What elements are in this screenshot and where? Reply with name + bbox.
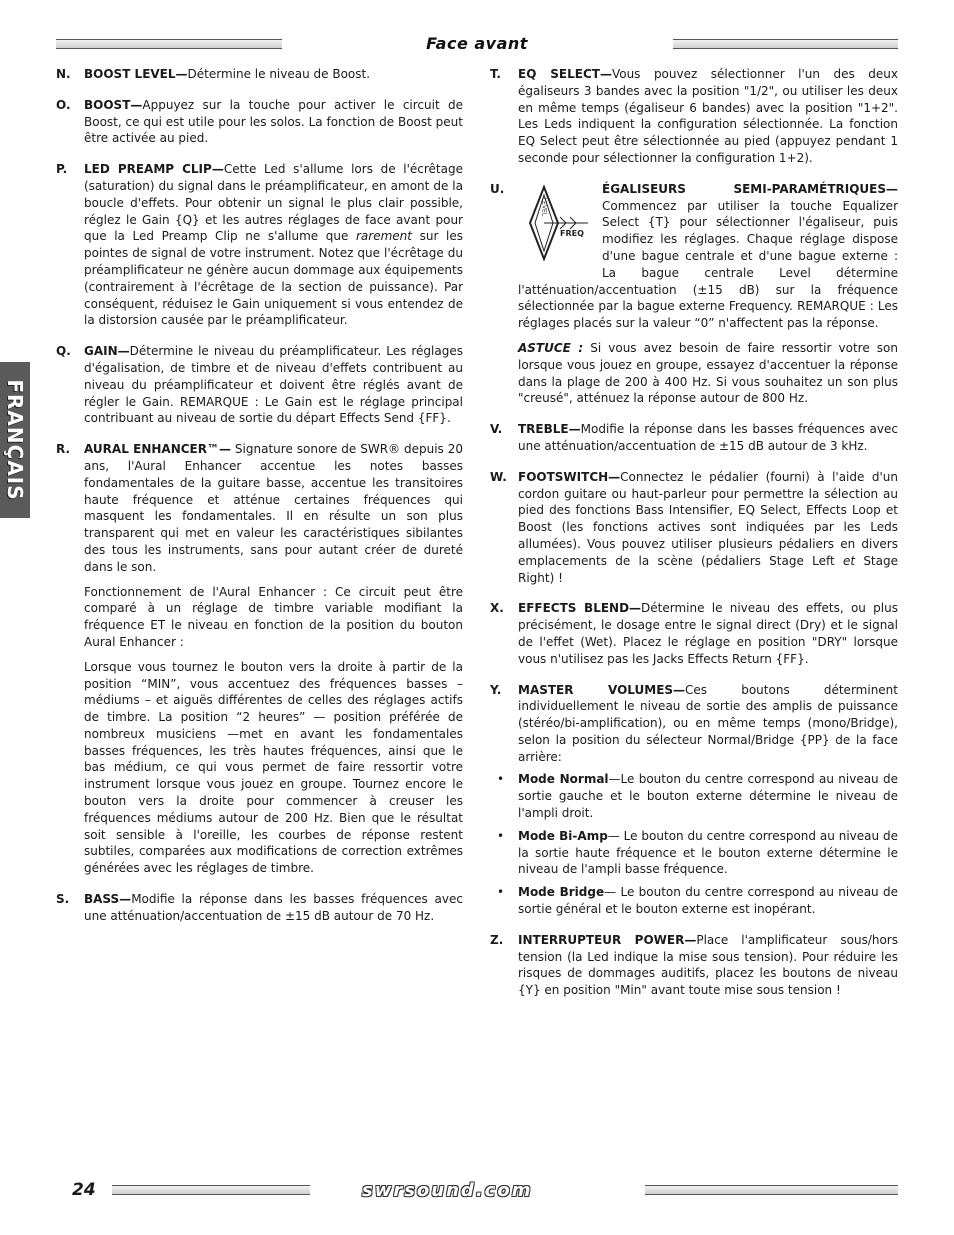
mode-heading: Mode Normal [518, 772, 609, 787]
left-column [56, 66, 463, 939]
diagram-level-label: LEVEL [540, 197, 548, 216]
list-item [497, 771, 898, 821]
item-heading: ÉGALISEURS SEMI-PARAMÉTRIQUES— [602, 181, 898, 196]
page-title: Face avant [426, 34, 528, 53]
right-column [490, 66, 898, 1013]
item-text: Cette Led s'allume lors de l'écrêtage (saturation) du signal dans le préamplificateur, en amont de la boucle d'effets. Pour obtenir un signal le plus clair possible, réglez le Gain {Q} et les autres réglages de face avant pour que la Led Preamp Clip ne s'allume que [84, 162, 463, 244]
item-heading: EQ SELECT— [518, 67, 612, 81]
language-label: FRANÇAIS [3, 379, 27, 501]
item-text: Commencez par utiliser la touche Equalizer Select {T} pour sélectionner l'égaliseur, puis modifiez les réglages. Chaque réglage dispose d'une bague centrale et d'une bague externe : La bague centrale Level détermine l'atténuation/accentuation (±15 dB) sur la fréquence sélectionnée par la bague externe Frequency. REMARQUE : Les réglages placés sur la valeur “0” n'affectent pas la réponse. [518, 198, 898, 331]
item-letter: P. [56, 162, 68, 177]
item-y-master-volumes [490, 682, 898, 918]
item-letter: N. [56, 67, 71, 81]
item-letter: Z. [490, 932, 504, 947]
mode-list [497, 771, 898, 917]
item-v-treble [490, 421, 898, 455]
item-heading: MASTER VOLUMES— [518, 682, 686, 697]
footer-rule-left [112, 1185, 310, 1195]
item-letter: W. [490, 469, 507, 484]
item-paragraph: Lorsque vous tournez le bouton vers la droite à partir de la position “MIN”, vous accentuez des fréquences basses – médiums – et aiguës différentes de celles des réglages actifs de timbre. La position “2 heures” — position préférée de nombreux musiciens —met en avant les fondamentales basses fréquences, les très hautes fréquences, ainsi que le bas médium, ce qui vous permet de faire ressortir votre instrument lorsque vous jouez en groupe. Tournez encore le bouton vers la droite pour commencer à creuser les fréquences médiums autour de 200 Hz. Bien que le résultat soit sensible à l'oreille, les courbes de réponse restent subtiles, comparées aux modifications de correction extrêmes générées avec les réglages de timbre. [84, 659, 463, 876]
item-heading: AURAL ENHANCER™— [84, 442, 231, 457]
item-letter: V. [490, 422, 503, 437]
mode-text: — Le bouton du centre correspond au niveau de sortie général et le bouton externe est inopérant. [518, 885, 898, 917]
item-heading: INTERRUPTEUR POWER— [518, 932, 697, 947]
item-heading: BASS— [84, 892, 132, 907]
language-side-tab [0, 362, 30, 518]
item-heading: TREBLE— [518, 422, 581, 437]
item-heading: BOOST— [84, 97, 143, 112]
item-letter: T. [490, 67, 501, 81]
item-text: Modifie la réponse dans les basses fréquences avec une atténuation/accentuation de ±15 dB autour de 3 kHz. [518, 422, 898, 453]
item-z-power-switch [490, 932, 898, 999]
item-r-aural-enhancer [56, 441, 463, 877]
item-u-semi-parametric-eq [490, 181, 898, 407]
eq-knob-diagram [526, 183, 596, 263]
item-w-footswitch [490, 469, 898, 587]
item-letter: O. [56, 97, 71, 112]
item-text: Appuyez sur la touche pour activer le circuit de Boost, ce qui est utile pour les solos. La fonction de Boost peut être activée au pied. [84, 97, 463, 146]
mode-heading: Mode Bi-Amp [518, 828, 608, 843]
item-text: Détermine le niveau de Boost. [187, 67, 371, 81]
item-text: Signature sonore de SWR® depuis 20 ans, l'Aural Enhancer accentue les notes basses fondamentales de la guitare basse, accentue les transitoires haute fréquence et atténue certaines fréquences qui masquent les fondamentales. Il en résulte un son plus transparent qui met en valeur les caractéristiques sibilantes des tous les instruments, sans pour autant créer de dureté dans le son. [84, 442, 463, 574]
item-text: Modifie la réponse dans les basses fréquences avec une atténuation/accentuation de ±15 dB autour de 70 Hz. [84, 892, 463, 923]
page-number: 24 [72, 1180, 96, 1200]
item-heading: EFFECTS BLEND— [518, 601, 642, 616]
list-item [497, 884, 898, 918]
bullet: • [497, 828, 505, 843]
item-t-eq-select [490, 66, 898, 167]
item-text-emphasis: et [842, 553, 856, 568]
item-text: Détermine le niveau des effets, ou plus précisément, le dosage entre le signal direct (Dry) et le signal de l'effet (Wet). Placez le réglage en position "DRY" lorsque vous n'utilisez pas les Jacks Effects Return {FF}. [518, 601, 898, 666]
list-item [497, 828, 898, 878]
item-letter: R. [56, 442, 71, 457]
item-letter: X. [490, 601, 504, 616]
item-s-bass [56, 891, 463, 925]
tip-text: Si vous avez besoin de faire ressortir votre son lorsque vous jouez en groupe, essayez d'accentuer la réponse dans la plage de 200 à 400 Hz. Si vous souhaitez un son plus "creusé", atténuez la réponse autour de 800 Hz. [518, 340, 899, 406]
item-q-gain [56, 343, 463, 427]
item-n-boost-level [56, 66, 463, 83]
item-o-boost [56, 97, 463, 147]
tip-label: ASTUCE : [518, 340, 584, 355]
item-heading: LED PREAMP CLIP— [84, 162, 224, 177]
item-text: Stage Right) ! [518, 553, 898, 585]
item-text: Vous pouvez sélectionner l'un des deux égaliseurs 3 bandes avec la position "1/2", ou utiliser les deux en même temps (égaliseur 6 bandes) avec la position "1+2". Les Leds indiquent la configuration sélectionnée. La fonction EQ Select peut être sélectionnée au pied (appuyez pendant 1 seconde pour sélectionner la configuration 1+2). [518, 67, 898, 165]
bullet: • [497, 772, 505, 787]
item-letter: Q. [56, 344, 71, 359]
item-paragraph: Fonctionnement de l'Aural Enhancer : Ce circuit peut être comparé à un réglage de timbre variable modifiant la fréquence ET le niveau en fonction de la position du bouton Aural Enhancer : [84, 584, 463, 649]
diagram-freq-label: FREQ [560, 228, 584, 238]
mode-text: — Le bouton du centre correspond au niveau de la sortie haute fréquence et le bouton externe détermine le niveau de l'ampli basse fréquence. [518, 828, 898, 877]
item-text: Connectez le pédalier (fourni) à l'aide d'un cordon guitare ou haut-parleur pour permettre la sélection au pied des fonctions Bass Intensifier, EQ Select, Effects Loop et Boost (les fonctions actives sont indiquées par les Leds allumées). Vous pouvez utiliser plusieurs pédaliers en divers emplacements de la scène (pédaliers Stage Left [518, 469, 898, 568]
item-letter: Y. [490, 682, 502, 697]
footer-rule-right [645, 1185, 898, 1195]
item-p-led-preamp-clip [56, 161, 463, 329]
item-x-effects-blend [490, 600, 898, 667]
mode-heading: Mode Bridge [518, 885, 605, 900]
bullet: • [497, 885, 505, 900]
mode-text: —Le bouton du centre correspond au niveau de sortie gauche et le bouton externe détermine le niveau de l'ampli droit. [518, 772, 898, 821]
item-text: Place l'amplificateur sous/hors tension (la Led indique la mise sous tension). Pour réduire les risques de dommages auditifs, placez les boutons de niveau {Y} en position "Min" avant toute mise sous tension ! [518, 932, 898, 998]
website-url: swrsound.com [362, 1180, 533, 1201]
item-heading: BOOST LEVEL— [84, 67, 188, 81]
item-text-emphasis: rarement [356, 229, 412, 244]
item-letter: U. [490, 181, 505, 196]
item-heading: FOOTSWITCH— [518, 469, 621, 484]
item-letter: S. [56, 892, 70, 907]
item-text: Ces boutons déterminent individuellement le niveau de sortie des amplis de puissance (stéréo/bi-amplification), ou en même temps (mono/Bridge), selon la position du sélecteur Normal/Bridge {PP} de la face arrière: [518, 682, 898, 764]
item-text: Détermine le niveau du préamplificateur. Les réglages d'égalisation, de timbre et de niveau d'effets contribuent au niveau du préamplificateur et doivent être réglés avant de régler le Gain. REMARQUE : Le Gain est le réglage principal contribuant au niveau de sortie du départ Effects Send {FF}. [84, 344, 463, 426]
item-text: sur les pointes de signal de votre instrument. Notez que l'écrêtage du préamplificateur ne génère aucun dommage aux équipements (contrairement à l'écrêtage de la section de puissance). Par conséquent, réduisez le Gain uniquement si vous entendez de la distorsion causée par le préamplificateur. [84, 229, 464, 328]
item-heading: GAIN— [84, 344, 130, 359]
